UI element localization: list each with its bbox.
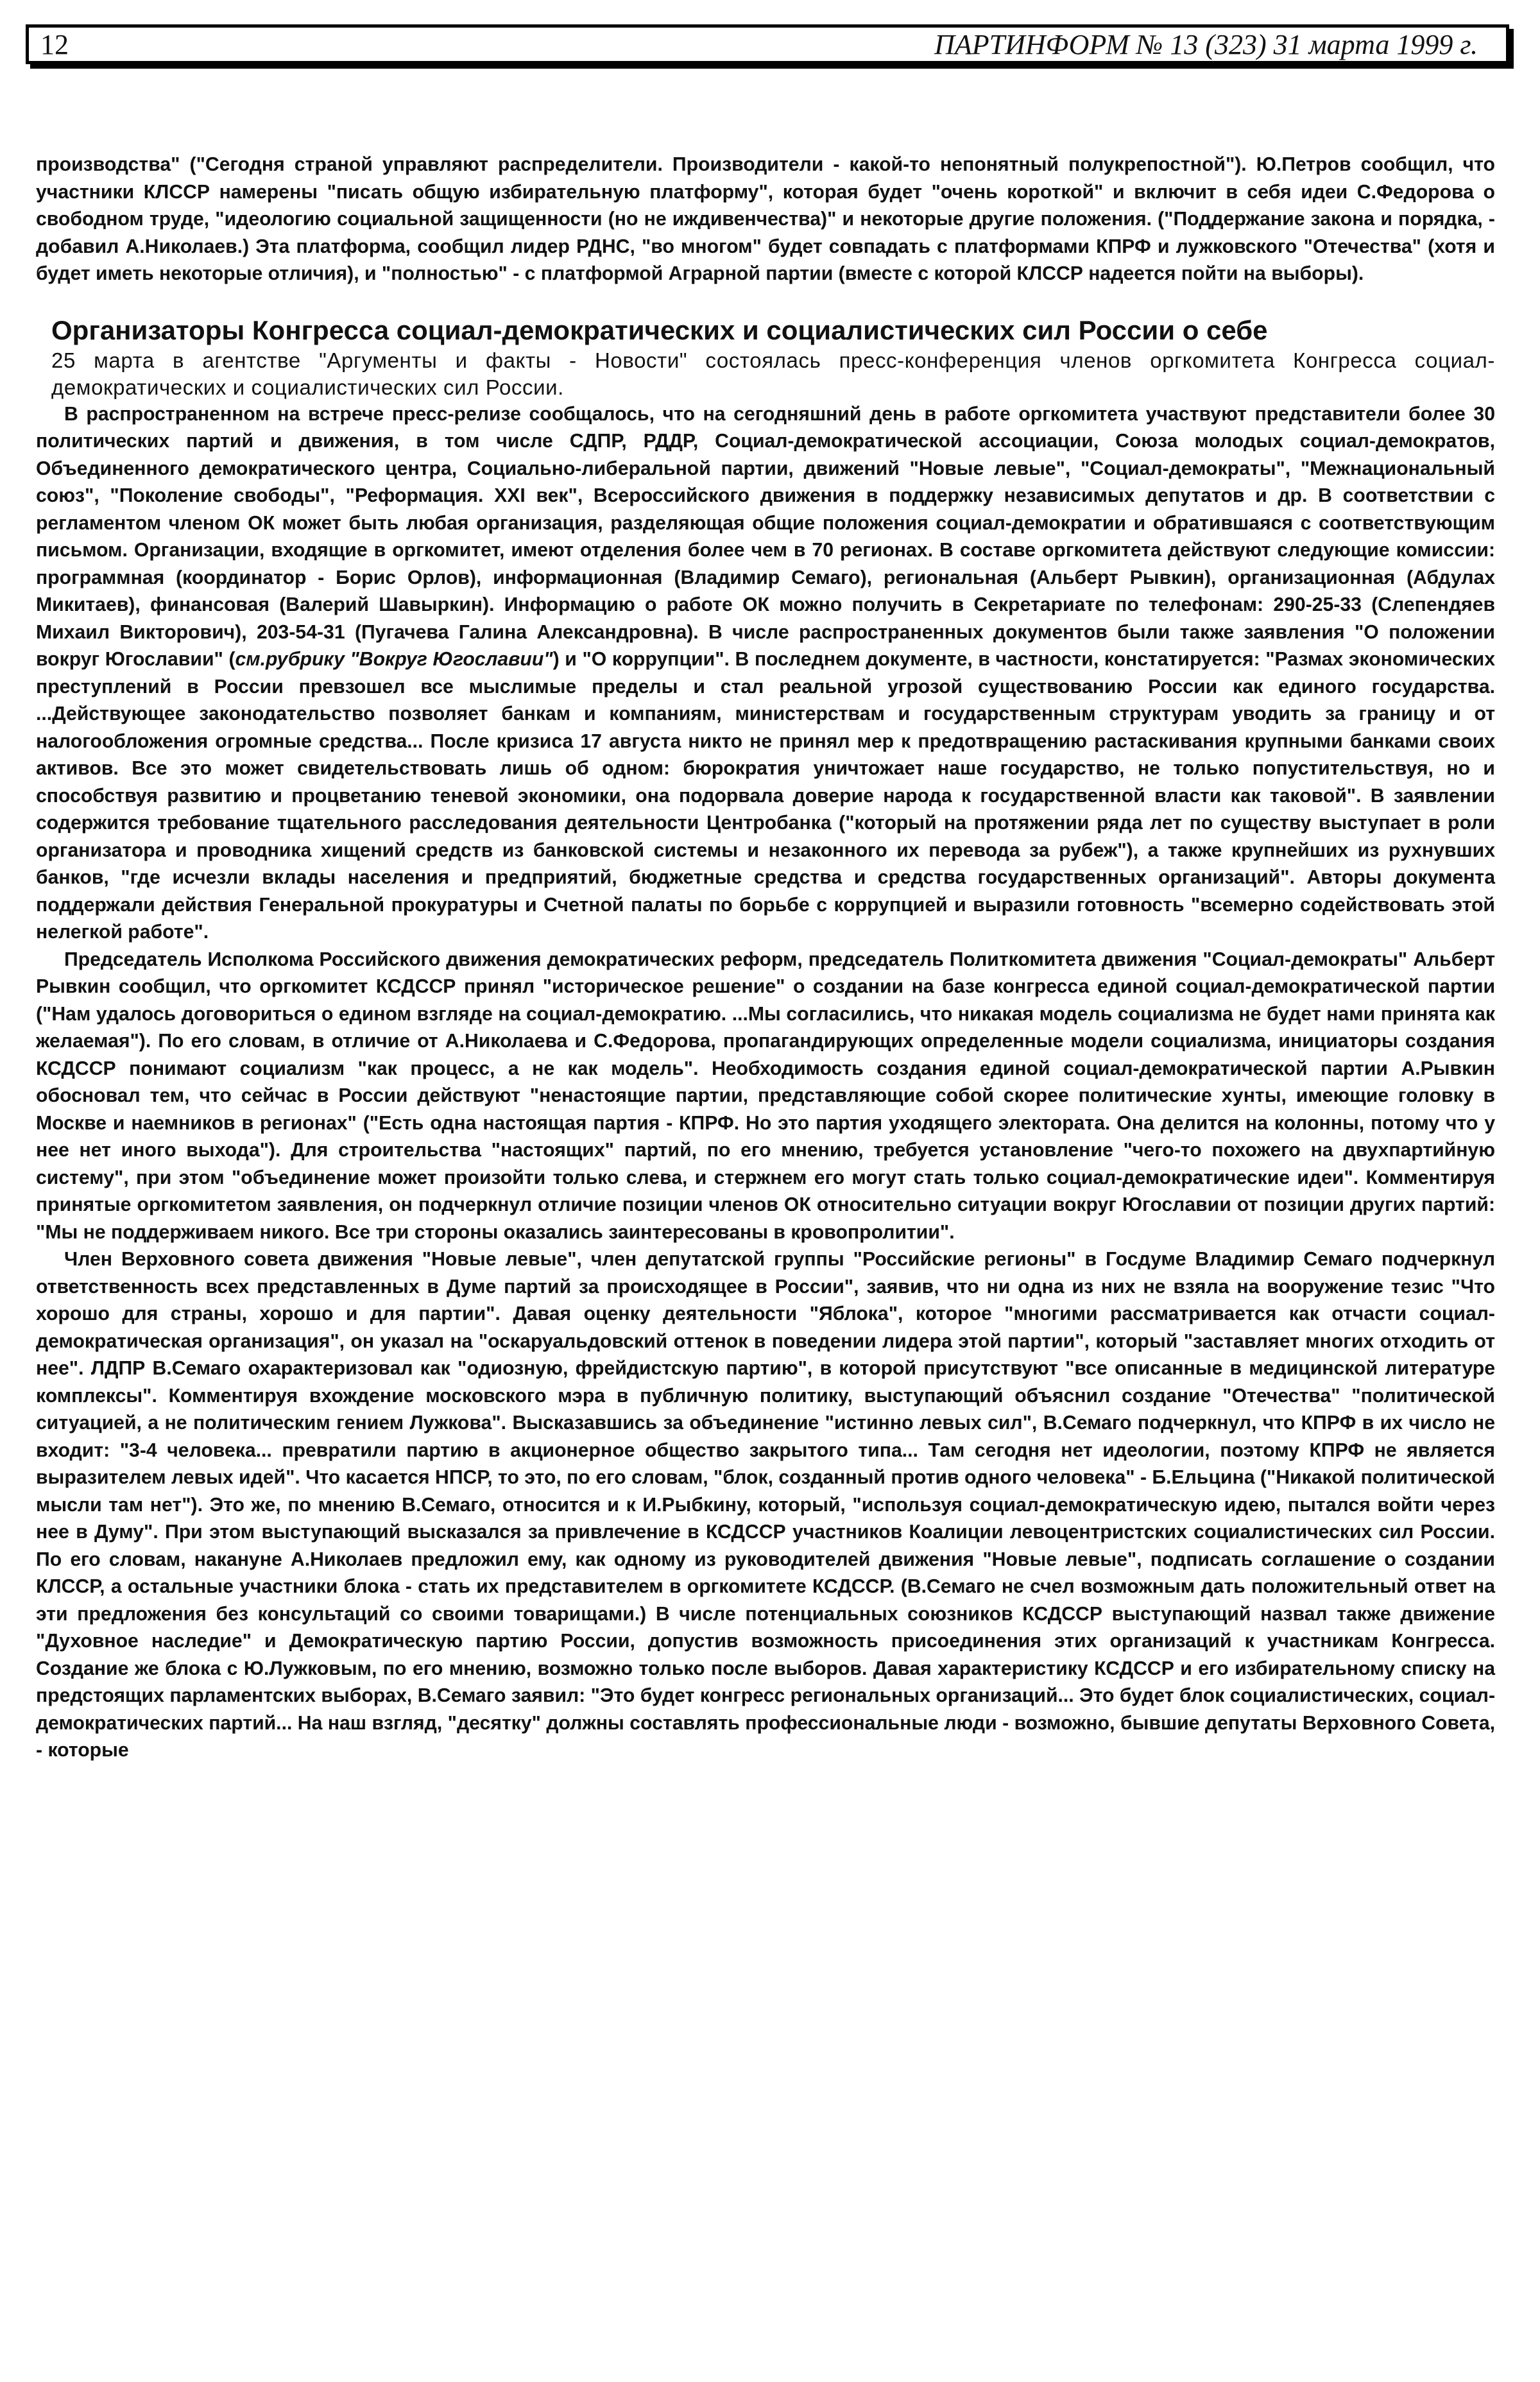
article-paragraph-2: Председатель Исполкома Российского движения демократических реформ, председатель Политкомитета движения "Социал-демократы" Альберт Рывкин сообщил, что оргкомитет КСДССР принял "историческое решение" о создании на базе конгресса единой социал-демократической партии ("Нам удалось договориться о едином взгляде на социал-демократию. ...Мы согласились, что никакая модель социализма не будет нами принята как желаемая"). По его словам, в отличие от А.Николаева и С.Федорова, пропагандирующих определенные модели социализма, инициаторы создания КСДССР понимают социализм "как процесс, а не как модель". Необходимость создания единой социал-демократической партии А.Рывкин обосновал тем, что сейчас в России действуют "ненастоящие партии, представляющие собой скорее политические хунты, имеющие головку в Москве и наемников в регионах" ("Есть одна настоящая партия - КПРФ. Но это партия уходящего электората. Она делится на колонны, потому что у нее нет иного выхода"). Для строительства "настоящих" партий, по его мнению, требуется установление "чего-то похожего на двухпартийную систему", при этом "объединение может произойти только слева, и стержнем его могут стать только социал-демократические идеи". Комментируя принятые оргкомитетом заявления, он подчеркнул отличие позиции членов ОК относительно ситуации вокруг Югославии от позиции других партий: "Мы не поддерживаем никого. Все три стороны оказались заинтересованы в кровопролитии".	[36, 948, 1495, 1243]
article-lead: 25 марта в агентстве "Аргументы и факты - Новости" состоялась пресс-конференция членов оргкомитета Конгресса социал-демократических и социалистических сил России.	[51, 348, 1495, 399]
rubric-reference: см.рубрику "Вокруг Югославии"	[235, 649, 553, 670]
publication-title: ПАРТИНФОРМ № 13 (323) 31 марта 1999 г.	[934, 28, 1478, 60]
paragraph-1-text-a: В распространенном на встрече пресс-релизе сообщалось, что на сегодняшний день в работе оргкомитета участвуют представители более 30 политических партий и движения, в том числе СДПР, РДДР, Социал-демократической ассоциации, Союза молодых социал-демократов, Объединенного демократического центра, Социально-либеральной партии, движений "Новые левые", "Социал-демократы", "Межнациональный союз", "Поколение свободы", "Реформация. XXI век", Всероссийского движения в поддержку независимых депутатов и др. В соответствии с регламентом членом ОК может быть любая организация, разделяющая общие положения социал-демократии и обратившаяся с соответствующим письмом. Организации, входящие в оргкомитет, имеют отделения более чем в 70 регионах. В составе оргкомитета действуют следующие комиссии: программная (координатор - Борис Орлов), информационная (Владимир Семаго), региональная (Альберт Рывкин), организационная (Абдулах Микитаев), финансовая (Валерий Шавыркин). Информацию о работе ОК можно получить в Секретариате по телефонам: 290-25-33 (Слепендяев Михаил Викторович), 203-54-31 (Пугачева Галина Александровна). В числе распространенных документов были также заявления "О положении вокруг Югославии" (	[36, 403, 1495, 670]
paragraph-1-text-b: ) и "О коррупции". В последнем документе, в частности, констатируется: "Размах экономических преступлений в России превзошел все мыслимые пределы и стал реальной угрозой существованию России как единого государства. ...Действующее законодательство позволяет банкам и компаниям, министерствам и государственным структурам уводить за границу и от налогообложения огромные средства... После кризиса 17 августа никто не принял мер к предотвращению растаскивания крупными банками своих активов. Все это может свидетельствовать лишь об одном: бюрократия уничтожает наше государство, не только попустительствуя, но и способствуя развитию и процветанию теневой экономики, она подорвала доверие народа к государственной власти как таковой". В заявлении содержится требование тщательного расследования деятельности Центробанка ("который на протяжении ряда лет по существу выступает в роли организатора и проводника хищений средств из банковской системы и незаконного их перевода за рубеж"), а также крупнейших из рухнувших банков, "где исчезли вклады населения и предприятий, бюджетные средства и средства государственных организаций". Авторы документа поддержали действия Генеральной прокуратуры и Счетной палаты по борьбе с коррупцией и выразили готовность "всемерно содействовать этой нелегкой работе".	[36, 649, 1495, 943]
intro-paragraph: производства" ("Сегодня страной управляют распределители. Производители - какой-то непонятный полукрепостной"). Ю.Петров сообщил, что участники КЛССР намерены "писать общую избирательную платформу", которая будет "очень короткой" и включит в себя идеи С.Федорова о свободном труде, "идеологию социальной защищенности (но не иждивенчества)" и некоторые другие положения. ("Поддержание закона и порядка, - добавил А.Николаев.) Эта платформа, сообщил лидер РДНС, "во многом" будет совпадать с платформами КПРФ и лужковского "Отечества" (хотя и будет иметь некоторые отличия), и "полностью" - с платформой Аграрной партии (вместе с которой КЛССР надеется пойти на выборы).	[36, 154, 1495, 284]
newspaper-page	[26, 24, 1509, 1765]
article-paragraph-3: Член Верховного совета движения "Новые левые", член депутатской группы "Российские регионы" в Госдуме Владимир Семаго подчеркнул ответственность всех представленных в Думе партий за происходящее в России", заявив, что ни одна из них не взяла на вооружение тезис "Что хорошо для страны, хорошо и для партии". Давая оценку деятельности "Яблока", которое "многими рассматривается как отчасти социал-демократическая организация", он указал на "оскаруальдовский оттенок в поведении лидера этой партии", который "заставляет многих отходить от нее". ЛДПР В.Семаго охарактеризовал как "одиозную, фрейдистскую партию", в которой присутствуют "все описанные в медицинской литературе комплексы". Комментируя вхождение московского мэра в публичную политику, выступающий объяснил создание "Отечества" "политической ситуацией, а не политическим гением Лужкова". Высказавшись за объединение "истинно левых сил", В.Семаго подчеркнул, что КПРФ в их число не входит: "3-4 человека... превратили партию в акционерное общество закрытого типа... Там сегодня нет идеологии, поэтому КПРФ не является выразителем левых идей". Что касается НПСР, то это, по его словам, "блок, созданный против одного человека" - Б.Ельцина ("Никакой политической мысли там нет"). Это же, по мнению В.Семаго, относится и к И.Рыбкину, который, "используя социал-демократическую идею, пытался войти через нее в Думу". При этом выступающий высказался за привлечение в КСДССР участников Коалиции левоцентристских социалистических сил России. По его словам, накануне А.Николаев предложил ему, как одному из руководителей движения "Новые левые", подписать соглашение о создании КЛССР, а остальные участники блока - стать их представителем в оргкомитете КСДССР. (В.Семаго не счел возможным дать положительный ответ на эти предложения без консультаций со своими товарищами.) В числе потенциальных союзников КСДССР выступающий назвал также движение "Духовное наследие" и Демократическую партию России, допустив возможность присоединения этих организаций к участникам Конгресса. Создание же блока с Ю.Лужковым, по его мнению, возможно только после выборов. Давая характеристику КСДССР и его избирательному списку на предстоящих парламентских выборах, В.Семаго заявил: "Это будет конгресс региональных организаций... Это будет блок социалистических, социал-демократических партий... На наш взгляд, "десятку" должны составлять профессиональные люди - возможно, бывшие депутаты Верховного Совета, - которые	[36, 1249, 1495, 1761]
page-number: 12	[40, 28, 69, 60]
article-paragraph-1	[26, 401, 1509, 947]
page-header	[26, 24, 1509, 64]
article-headline: Организаторы Конгресса социал-демократических и социалистических сил России о себе	[51, 314, 1268, 345]
